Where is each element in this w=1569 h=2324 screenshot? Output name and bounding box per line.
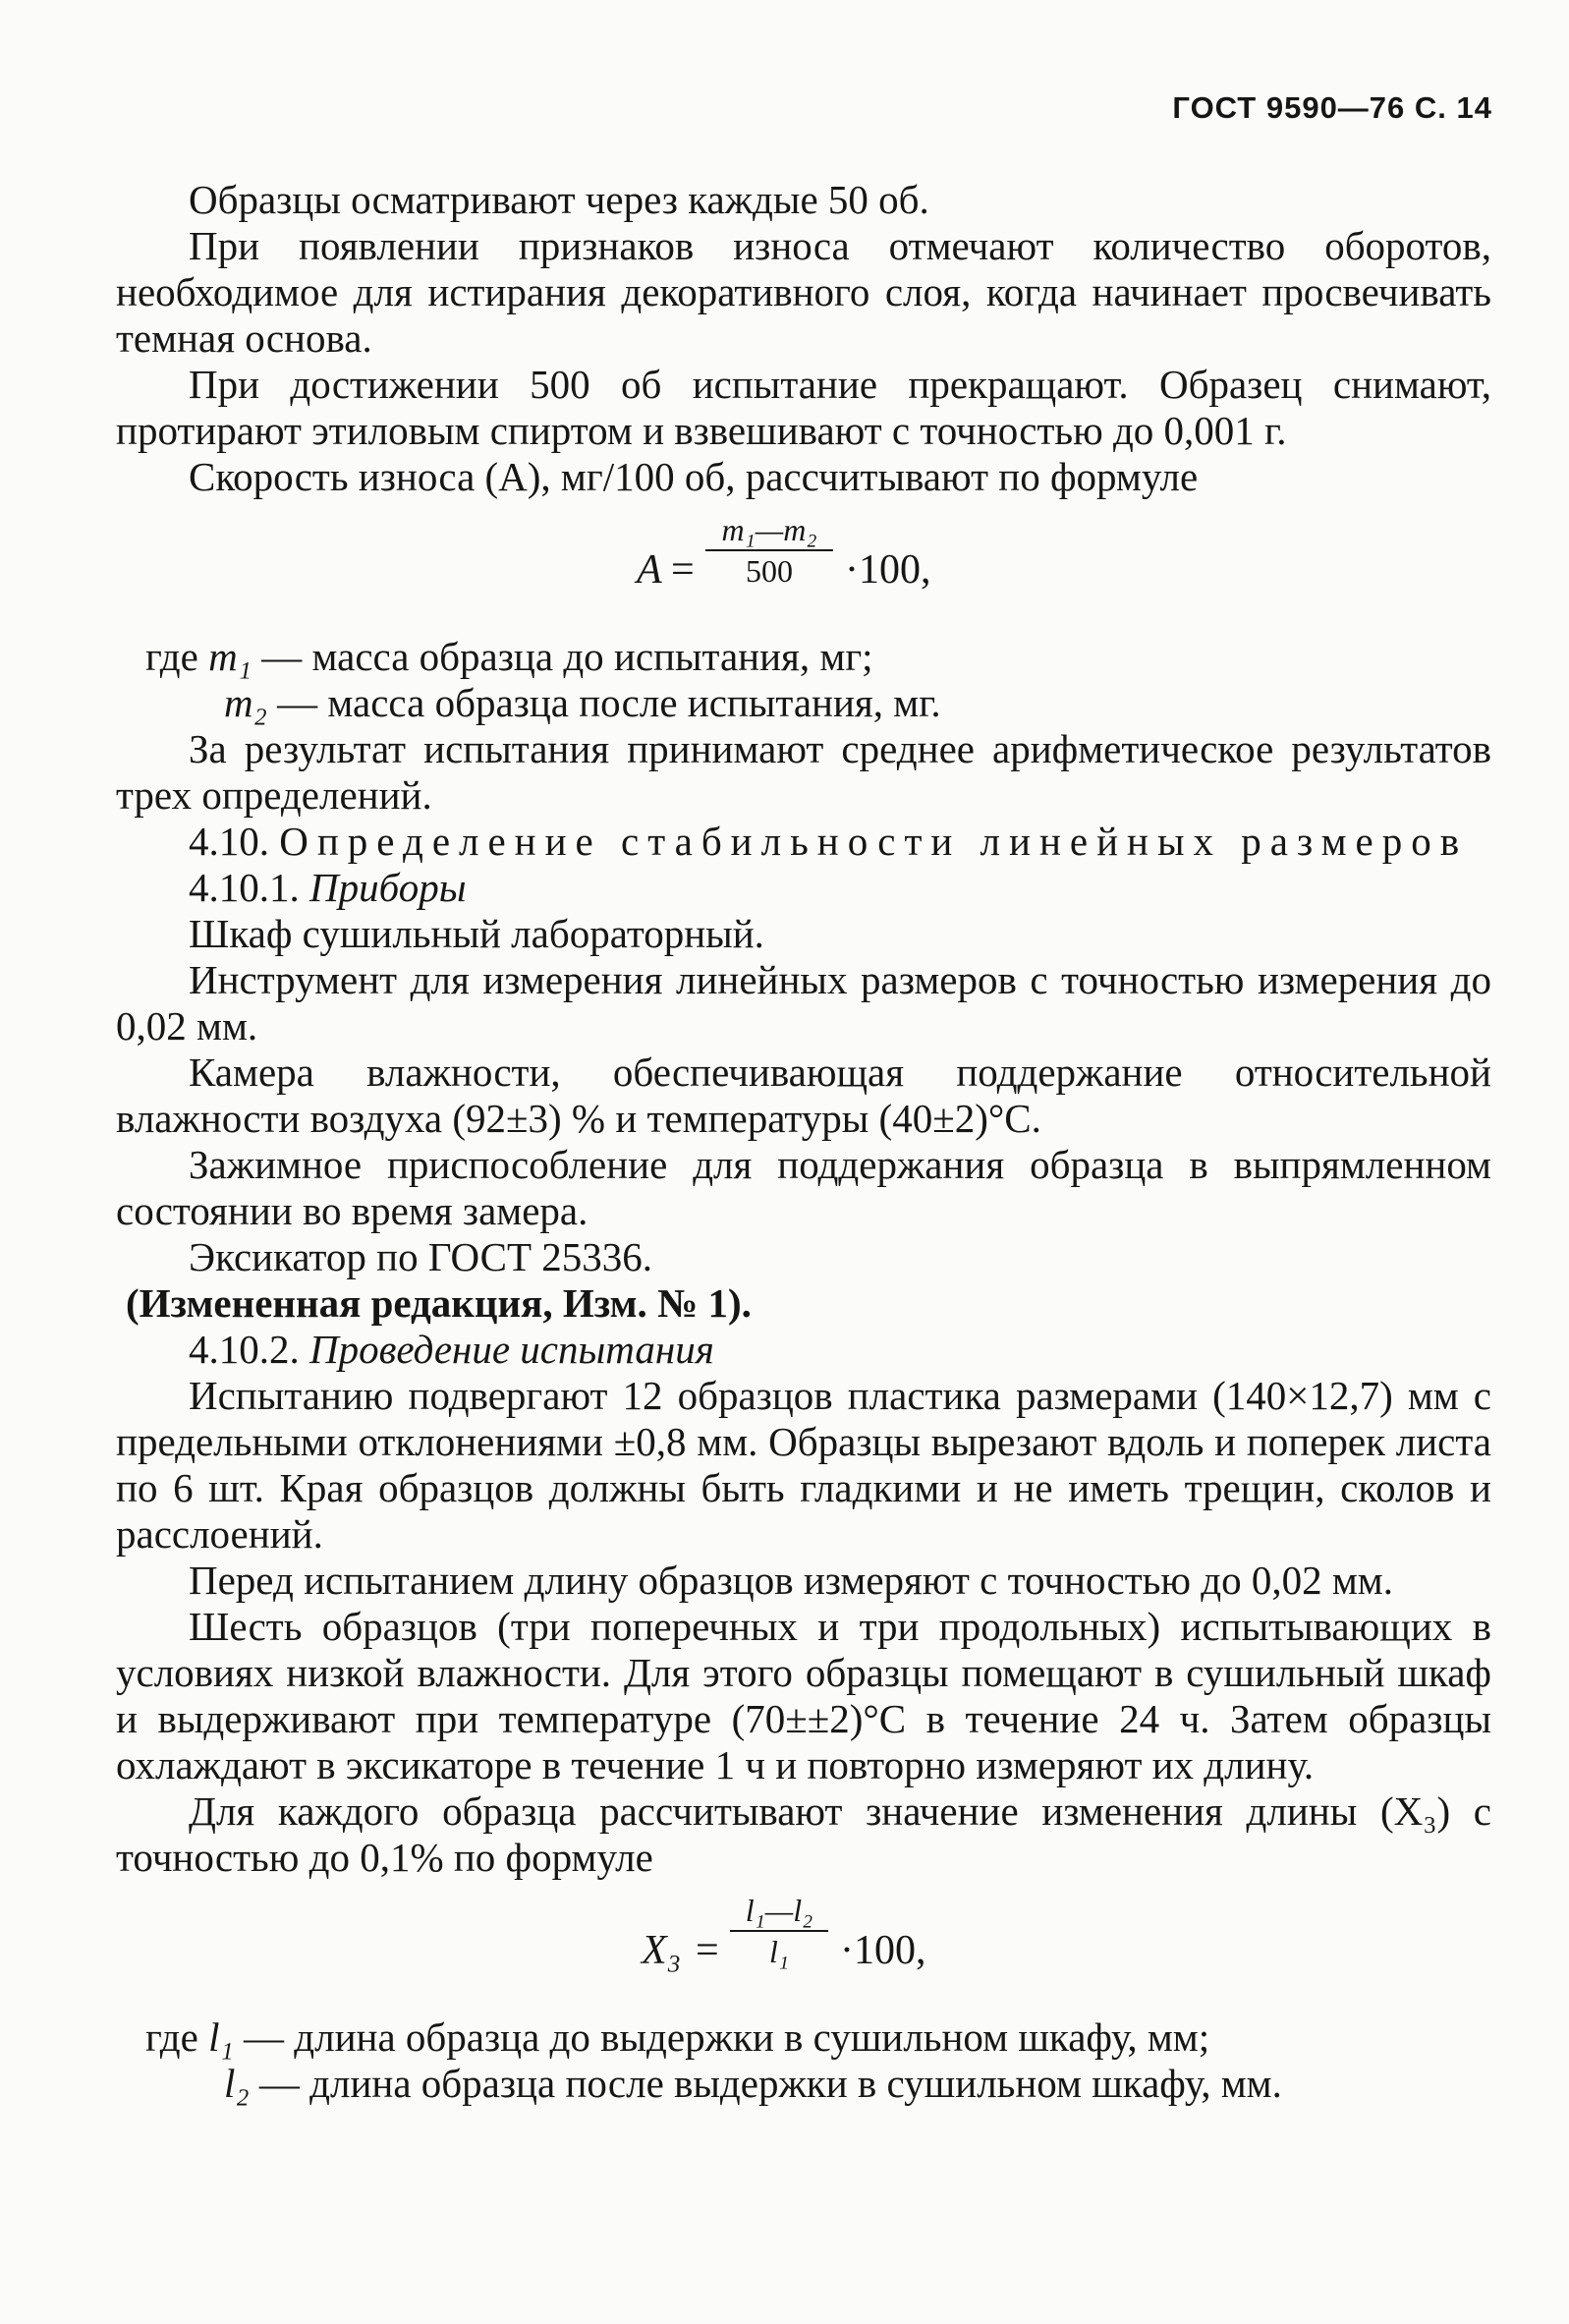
paragraph: Перед испытанием длину образцов измеряют с точностью до 0,02 мм.: [189, 1558, 1393, 1603]
paragraph: За результат испытания принимают среднее арифметическое результатов трех определений.: [116, 726, 1491, 818]
amendment-note: (Измененная редакция, Изм. № 1).: [126, 1280, 752, 1326]
where-line: [116, 634, 1491, 680]
paragraph: Испытанию подвергают 12 образцов пластика размерами (140×12,7) мм с предельными отклонениями ±0,8 мм. Образцы вырезают вдоль и поперек листа по 6 шт. Края образцов должны быть гладкими и не иметь трещин, сколов и расслоений.: [116, 1373, 1491, 1557]
where-lead: где: [145, 2014, 198, 2060]
formula-numerator: l₁—l₂: [745, 1893, 813, 1928]
paragraph: Эксикатор по ГОСТ 25336.: [189, 1234, 653, 1279]
fraction-bar: [730, 1930, 828, 1932]
paragraph: При достижении 500 об испытание прекращают. Образец снимают, протирают этиловым спиртом и взвешивают с точностью до 0,001 г.: [116, 362, 1491, 453]
where-symbol: m₂: [224, 680, 267, 725]
section-title: Проведение испытания: [309, 1327, 714, 1372]
paragraph: Для каждого образца рассчитывают значение изменения длины (X₃) с точностью до 0,1% по формуле: [116, 1788, 1491, 1880]
formula-equals: =: [696, 1928, 719, 1973]
section-title: Определение стабильности линейных размеров: [279, 819, 1469, 864]
subsection-heading: [116, 865, 1491, 911]
formula-tail: ·100,: [845, 547, 931, 593]
where-definition: — масса образца до испытания, мг;: [261, 634, 873, 679]
formula-denominator: l₁: [768, 1934, 789, 1969]
paragraph: При появлении признаков износа отмечают количество оборотов, необходимое для истирания декоративного слоя, когда начинает просвечивать темная основа.: [116, 223, 1491, 361]
paragraph: Шкаф сушильный лабораторный.: [189, 911, 764, 956]
where-line: [116, 680, 1491, 726]
paragraph: Образцы осматривают через каждые 50 об.: [189, 177, 929, 222]
document-body: [116, 177, 1491, 2107]
formula-fraction: [730, 1893, 828, 1969]
where-definition: — длина образца после выдержки в сушильном шкафу, мм.: [258, 2061, 1282, 2106]
paragraph: Инструмент для измерения линейных размеров с точностью измерения до 0,02 мм.: [116, 957, 1491, 1049]
where-symbol: m₁: [208, 634, 252, 679]
where-lead: где: [145, 634, 198, 679]
paragraph: Шесть образцов (три поперечных и три продольных) испытывающих в условиях низкой влажности. Для этого образцы помещают в сушильный шкаф и выдерживают при температуре (70±±2)°C в течение 24 ч. Затем образцы охлаждают в эксикаторе в течение 1 ч и повторно измеряют их длину.: [116, 1604, 1491, 1787]
section-title: Приборы: [309, 865, 467, 910]
where-definition: — длина образца до выдержки в сушильном шкафу, мм;: [244, 2014, 1210, 2060]
section-heading: [116, 819, 1491, 865]
paragraph: Скорость износа (A), мг/100 об, рассчитывают по формуле: [189, 454, 1199, 499]
where-line: [116, 2014, 1491, 2061]
where-symbol: l₁: [208, 2014, 234, 2060]
formula-equals: =: [671, 547, 695, 593]
formula-numerator: m₁—m₂: [721, 512, 817, 547]
fraction-bar: [705, 549, 833, 551]
formula-lhs: A: [637, 547, 662, 593]
subsection-heading: [116, 1327, 1491, 1373]
formula-lhs: X₃: [642, 1928, 682, 1973]
section-number: 4.10.2.: [189, 1327, 300, 1372]
paragraph: Зажимное приспособление для поддержания образца в выпрямленном состоянии во время замера.: [116, 1142, 1491, 1233]
section-number: 4.10.: [189, 819, 269, 864]
formula-wear-rate: [116, 508, 1491, 626]
section-number: 4.10.1.: [189, 865, 300, 910]
formula-length-change: [116, 1889, 1491, 2007]
where-symbol: l₂: [224, 2061, 250, 2106]
formula-fraction: [705, 512, 833, 589]
formula-denominator: 500: [746, 553, 793, 589]
paragraph: Камера влажности, обеспечивающая поддержание относительной влажности воздуха (92±3) % и температуры (40±2)°C.: [116, 1049, 1491, 1141]
where-definition: — масса образца после испытания, мг.: [277, 680, 941, 725]
formula-tail: ·100,: [840, 1928, 926, 1973]
where-line: [116, 2061, 1491, 2107]
page-header: ГОСТ 9590—76 С. 14: [1172, 90, 1492, 125]
